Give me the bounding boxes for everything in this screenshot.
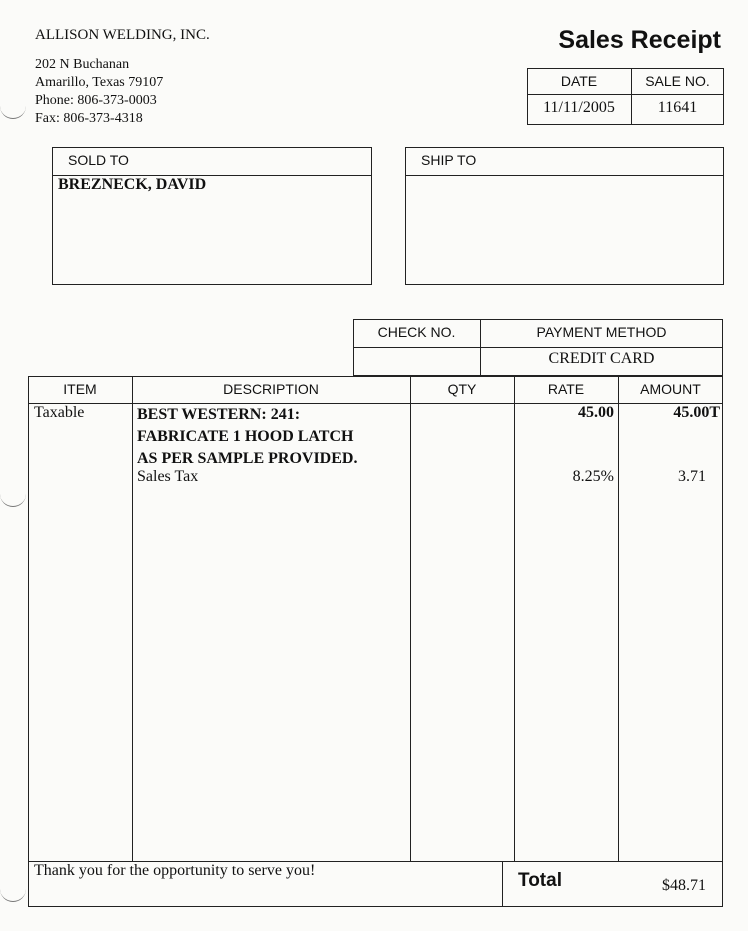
company-address — [35, 56, 163, 128]
row-2-amount: 3.71 — [678, 468, 706, 485]
check-no-label: CHECK NO. — [377, 324, 456, 340]
date-label: DATE — [560, 73, 598, 89]
sale-no-label: SALE NO. — [645, 73, 710, 89]
row-1-desc-line-3: AS PER SAMPLE PROVIDED. — [137, 450, 358, 467]
row-1-item: Taxable — [34, 404, 85, 421]
date-value: 11/11/2005 — [543, 99, 615, 116]
col-header-rate: RATE — [547, 381, 585, 397]
punch-hole-mark — [0, 480, 26, 507]
punch-hole-mark — [0, 92, 26, 119]
col-header-amount: AMOUNT — [640, 381, 701, 397]
address-line-1: 202 N Buchanan — [35, 57, 130, 72]
total-label: Total — [518, 870, 562, 891]
sold-to-name: BREZNECK, DAVID — [58, 176, 207, 193]
company-name: ALLISON WELDING, INC. — [35, 27, 210, 43]
payment-method-label: PAYMENT METHOD — [536, 324, 667, 340]
row-1-desc-line-2: FABRICATE 1 HOOD LATCH — [137, 428, 354, 445]
punch-hole-mark — [0, 875, 26, 902]
row-1-desc-line-1: BEST WESTERN: 241: — [137, 406, 301, 423]
payment-method-value: CREDIT CARD — [548, 350, 655, 367]
thank-you-message: Thank you for the opportunity to serve you! — [34, 862, 316, 879]
row-1-description — [137, 404, 357, 470]
row-1-rate: 45.00 — [578, 404, 614, 421]
fax-line: Fax: 806-373-4318 — [35, 111, 143, 126]
address-line-2: Amarillo, Texas 79107 — [35, 75, 164, 90]
total-value: $48.71 — [662, 877, 706, 894]
col-header-description: DESCRIPTION — [223, 381, 319, 397]
phone-line: Phone: 806-373-0003 — [35, 93, 157, 108]
ship-to-label: SHIP TO — [421, 152, 477, 168]
document-title: Sales Receipt — [558, 26, 721, 54]
row-2-description: Sales Tax — [137, 468, 199, 485]
sold-to-label: SOLD TO — [68, 152, 129, 168]
col-header-qty: QTY — [447, 381, 477, 397]
row-1-amount: 45.00T — [673, 404, 720, 421]
sale-no-value: 11641 — [657, 99, 698, 116]
col-header-item: ITEM — [63, 381, 97, 397]
row-2-rate: 8.25% — [572, 468, 614, 485]
